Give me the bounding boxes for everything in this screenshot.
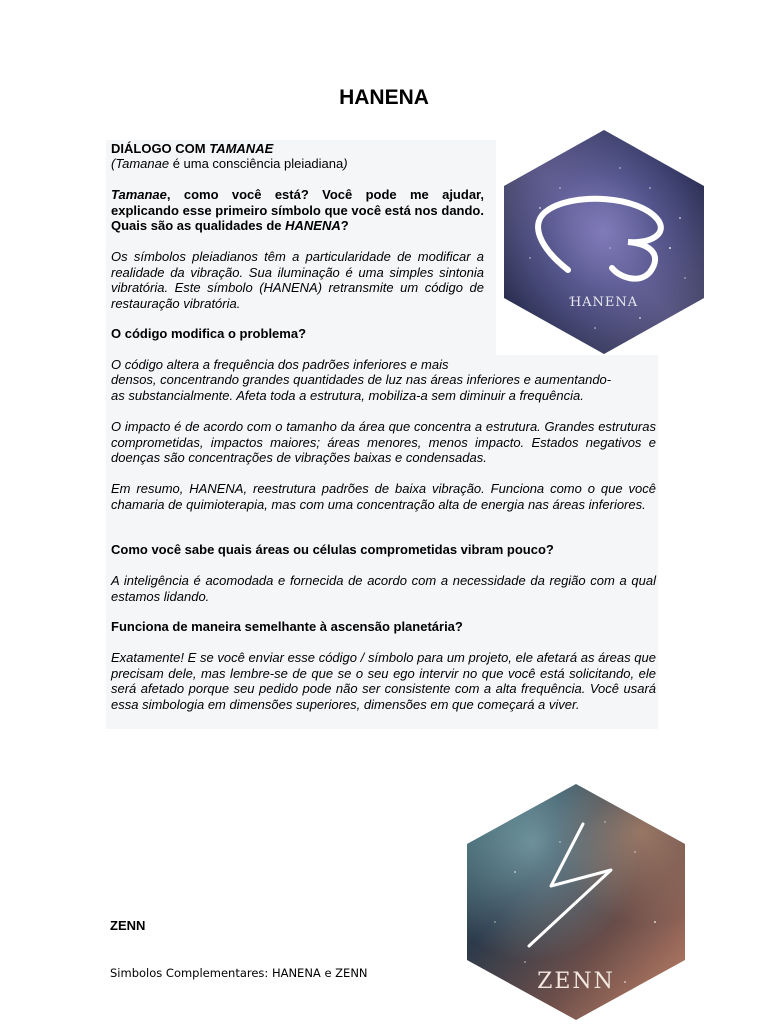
answer-2-line-3: as substancialmente. Afeta toda a estrutura, mobiliza-a sem diminuir a frequência.: [111, 388, 584, 403]
zenn-label: ZENN: [110, 918, 146, 933]
dialog-subtitle: (Tamanae é uma consciência pleiadiana): [111, 156, 348, 171]
question-4: Funciona de maneira semelhante à ascensão planetária?: [111, 619, 463, 634]
hanena-symbol-image: [500, 128, 708, 356]
answer-2-line-1: O código altera a frequência dos padrões inferiores e mais: [111, 357, 449, 372]
question-3: Como você sabe quais áreas ou células comprometidas vibram pouco?: [111, 542, 554, 557]
answer-5: A inteligência é acomodada e fornecida de acordo com a necessidade da região com a qual estamos lidando.: [111, 573, 656, 604]
hanena-image-label: HANENA: [569, 295, 639, 310]
zenn-symbol-image: [465, 782, 687, 1022]
answer-1: Os símbolos pleiadianos têm a particularidade de modificar a realidade da vibração. Sua iluminação é uma simples sintonia vibratória. Este símbolo (HANENA) retransmite um código de restauração vibratória.: [111, 249, 484, 311]
footer-caption: Simbolos Complementares: HANENA e ZENN: [110, 966, 368, 980]
answer-3: O impacto é de acordo com o tamanho da área que concentra a estrutura. Grandes estruturas comprometidas, impactos maiores; áreas menores, menos impacto. Estados negativos e doenças são concentrações de vibrações baixas e condensadas.: [111, 419, 656, 466]
question-1: Tamanae, como você está? Você pode me ajudar, explicando esse primeiro símbolo que você está nos dando. Quais são as qualidades de HANENA?: [111, 187, 484, 234]
answer-6: Exatamente! E se você enviar esse código / símbolo para um projeto, ele afetará as áreas que precisam dele, mas lembre-se de que se o seu ego intervir no que você está solicitando, ele será afetado porque seu pedido pode não ser consistente com a alta frequência. Você usará essa simbologia em dimensões superiores, dimensões em que começará a viver.: [111, 650, 656, 712]
answer-4: Em resumo, HANENA, reestrutura padrões de baixa vibração. Funciona como o que você chamaria de quimioterapia, mas com uma concentração alta de energia nas áreas inferiores.: [111, 481, 656, 512]
zenn-image-label: ZENN: [537, 969, 615, 994]
answer-2-line-2: densos, concentrando grandes quantidades de luz nas áreas inferiores e aumentando-: [111, 372, 612, 387]
dialog-heading: DIÁLOGO COM TAMANAE: [111, 141, 274, 156]
page-title: HANENA: [339, 86, 429, 109]
question-2: O código modifica o problema?: [111, 326, 307, 341]
